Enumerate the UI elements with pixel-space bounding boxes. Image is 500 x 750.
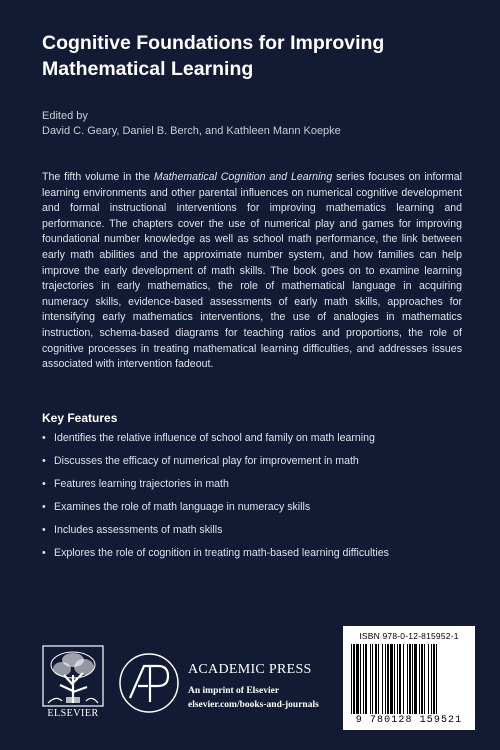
book-description xyxy=(42,170,462,373)
bullet-icon: • xyxy=(42,478,46,490)
key-feature-text: Identifies the relative influence of school and family on math learning xyxy=(54,432,375,444)
key-features-heading: Key Features xyxy=(42,411,118,425)
key-feature-text: Examines the role of math language in numeracy skills xyxy=(54,501,311,513)
key-feature-text: Features learning trajectories in math xyxy=(54,478,229,490)
bullet-icon: • xyxy=(42,524,46,536)
description-intro: The fifth volume in the xyxy=(42,171,154,183)
book-title: Cognitive Foundations for Improving Mathematical Learning xyxy=(42,32,385,80)
key-feature-item xyxy=(42,431,462,454)
ap-monogram-icon xyxy=(118,652,180,714)
isbn-text: ISBN 978-0-12-815952-1 xyxy=(359,631,459,641)
editors-label: Edited by xyxy=(42,110,88,122)
key-feature-item xyxy=(42,477,462,500)
key-feature-text: Discusses the efficacy of numerical play for improvement in math xyxy=(54,455,359,467)
editors-names: David C. Geary, Daniel B. Berch, and Kathleen Mann Koepke xyxy=(42,125,341,137)
elsevier-name: ELSEVIER xyxy=(47,708,99,719)
barcode-digits: 9 780128 159521 xyxy=(355,715,463,726)
description-body: series focuses on informal learning environments and other parental influences on numerical cognitive development and formal instructional interventions for improving mathematics learning and performance. The chapters cover the use of numerical play and games for improving foundational number knowledge as well as school math performance, the link between early math abilities and the approximate number system, and how families can help improve the early development of math skills. The book goes on to examine learning trajectories in early mathematics, the role of mathematical language in acquiring numeracy skills, evidence-based assessments of early math skills, approaches for intensifying early mathematics interventions, the use of analogies in mathematics instruction, schema-based diagrams for teaching ratios and proportions, the role of cognitive processes in treating mathematical learning difficulties, and addresses issues associated with intervention fadeout. xyxy=(42,171,462,371)
bullet-icon: • xyxy=(42,432,46,444)
key-feature-item xyxy=(42,523,462,546)
bullet-icon: • xyxy=(42,501,46,513)
academic-press-name: ACADEMIC PRESS xyxy=(188,662,312,677)
bullet-icon: • xyxy=(42,547,46,559)
series-name: Mathematical Cognition and Learning xyxy=(153,171,333,183)
bullet-icon: • xyxy=(42,455,46,467)
key-feature-item xyxy=(42,546,462,569)
key-features-list xyxy=(42,431,462,569)
barcode-panel xyxy=(343,626,475,730)
key-feature-item xyxy=(42,454,462,477)
barcode-icon xyxy=(349,644,469,714)
key-feature-item xyxy=(42,500,462,523)
key-feature-text: Includes assessments of math skills xyxy=(54,524,223,536)
key-feature-text: Explores the role of cognition in treating math-based learning difficulties xyxy=(54,547,389,559)
publisher-url: elsevier.com/books-and-journals xyxy=(188,700,319,710)
imprint-text: An imprint of Elsevier xyxy=(188,686,280,696)
